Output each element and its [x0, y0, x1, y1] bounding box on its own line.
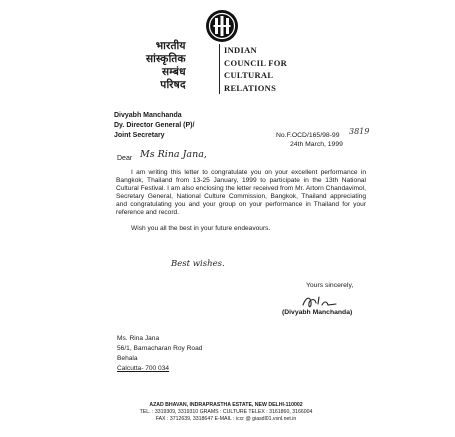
letterhead-footer — [96, 402, 356, 423]
letterhead-hindi-line: परिषद — [160, 79, 186, 91]
handwritten-closing: Best wishes. — [171, 259, 225, 269]
sender-title: Dy. Director General (P)/ — [114, 122, 195, 129]
sender-name: Divyabh Manchanda — [114, 112, 182, 119]
letterhead-english-name — [224, 44, 287, 94]
iccr-emblem-icon — [205, 9, 239, 43]
reference-number: No.F.OCD/165/98-99 — [276, 132, 340, 139]
body-paragraph: Wish you all the best in your future endeavours. — [131, 224, 271, 232]
letterhead-hindi-line: सम्बंध — [161, 66, 186, 78]
recipient-address-line: 56/1, Barnacharan Roy Road — [117, 345, 203, 352]
recipient-address-line: Calcutta- 700 034 — [117, 365, 170, 372]
letterhead-divider — [219, 44, 220, 94]
letterhead-hindi-line: सांस्कृतिक — [146, 53, 186, 65]
letterhead-hindi-line: भारतीय — [155, 40, 186, 52]
footer-contact: FAX : 3712639, 3318647 E-MAIL : iccr @ giasdl01.vsnl.net.in — [155, 416, 297, 422]
letterhead-english-line: INDIAN — [224, 45, 257, 55]
sender-block — [114, 111, 194, 141]
letterhead-english-line: COUNCIL FOR — [224, 57, 288, 68]
salutation-dear: Dear — [117, 155, 133, 162]
closing-yours-sincerely: Yours sincerely, — [306, 282, 354, 289]
recipient-address — [117, 334, 202, 374]
recipient-name: Ms. Rina Jana — [117, 335, 160, 342]
signatory-name: (Divyabh Manchanda) — [282, 309, 353, 316]
footer-address: AZAD BHAVAN, INDRAPRASTHA ESTATE, NEW DELHI-110002 — [149, 402, 303, 408]
sender-title: Joint Secretary — [114, 132, 165, 139]
reference-handwritten-number: 3819 — [349, 127, 370, 136]
letterhead-english-line: CULTURAL — [224, 70, 274, 80]
recipient-address-line: Behala — [117, 355, 138, 362]
letterhead-hindi-name — [146, 40, 186, 92]
salutation-handwritten-name: Ms Rina Jana, — [140, 149, 207, 160]
footer-contact: TEL. : 3319309, 3319310 GRAMS : CULTURE TELEX : 3161860, 3166004 — [139, 409, 313, 415]
body-paragraph: I am writing this letter to congratulate you on your excellent performance in Bangkok, Thailand from 13-25 January, 1999 to participate in the 13th National Cultural Festival. I am also enclosing the letter received from Mr. Artorn Chandavimol, Secretary General, National Culture Commission, Bangkok, Thailand appreciating and congratulating you and your group on your performance in Thailand for your reference and record. — [116, 169, 366, 217]
letter-body — [116, 169, 366, 233]
letterhead-english-line: RELATIONS — [224, 82, 277, 93]
letter-date: 24th March, 1999 — [290, 141, 343, 148]
